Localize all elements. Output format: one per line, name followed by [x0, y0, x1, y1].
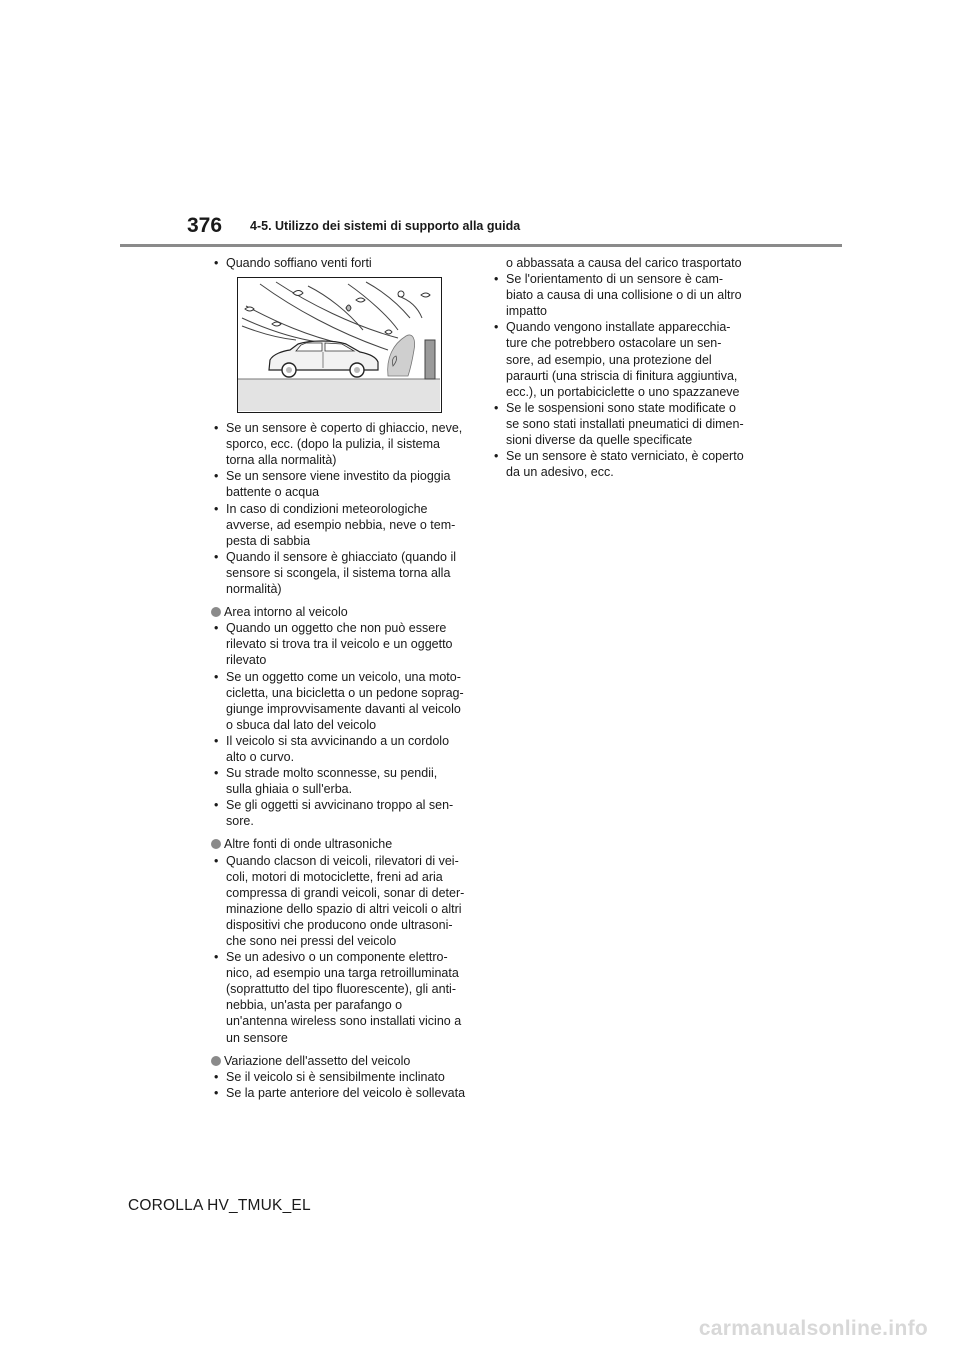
bullet-line: • Se un adesivo o un componente elettro-	[226, 950, 448, 965]
model-code: COROLLA HV_TMUK_EL	[128, 1197, 311, 1214]
bullet-item	[211, 797, 479, 829]
condition-groups	[211, 604, 479, 1101]
leaf-icon	[293, 291, 303, 296]
right-bullet-list	[491, 271, 761, 480]
bullet-line: • Se gli oggetti si avvicinano troppo al sen-	[226, 798, 454, 813]
condition-group	[211, 836, 479, 1045]
bullet-line: nebbia, un'asta per parafango o	[226, 998, 403, 1013]
leaf-icon	[356, 298, 365, 302]
leaf-icon	[421, 293, 430, 297]
car-hub	[354, 367, 360, 373]
page-number: 376	[187, 214, 223, 237]
bullet-line: da un adesivo, ecc.	[506, 465, 614, 480]
leaf-icons	[245, 291, 430, 335]
bullet-line: • Se un sensore è coperto di ghiaccio, neve,	[226, 421, 463, 436]
bullet-line: • Quando vengono installate apparecchia-	[506, 320, 731, 335]
group-heading	[224, 1053, 479, 1069]
bullet-line: avverse, ad esempio nebbia, neve o tem-	[226, 517, 456, 532]
group-heading-text: Area intorno al veicolo	[224, 605, 348, 620]
bullet-line: alto o curvo.	[226, 749, 295, 764]
bullet-item	[491, 448, 761, 480]
wind-lines	[242, 282, 422, 350]
bullet-line: ecc.), un portabiciclette o uno spazzaneve	[506, 384, 740, 399]
wind-line	[398, 296, 422, 318]
bullet-item	[211, 620, 479, 668]
bullet-item	[211, 501, 479, 549]
bullet-line: • Se un sensore viene investito da pioggia	[226, 469, 451, 484]
bullet-line: biato a causa di una collisione o di un altro	[506, 288, 742, 303]
bullet-line: torna alla normalità)	[226, 453, 337, 468]
bullet-line: • Se il veicolo si è sensibilmente inclinato	[226, 1069, 445, 1084]
bullet-line: nico, ad esempio una targa retroilluminata	[226, 966, 459, 981]
bullet-item	[211, 765, 479, 797]
wall-obstacle	[425, 340, 435, 379]
bullet-line: • Quando il sensore è ghiacciato (quando il	[226, 549, 457, 564]
bullet-item	[491, 319, 761, 399]
bullet-line: • Quando clacson di veicoli, rilevatori di vei-	[226, 853, 459, 868]
bullet-line: ture che potrebbero ostacolare un sen-	[506, 336, 722, 351]
bullet-line: minazione dello spazio di altri veicoli o altri	[226, 901, 462, 916]
bullet-line: • Se l'orientamento di un sensore è cam-	[506, 272, 724, 287]
bullet-line: cicletta, una bicicletta o un pedone soprag-	[226, 685, 464, 700]
header-rule	[120, 244, 842, 247]
bullet-line: sporco, ecc. (dopo la pulizia, il sistema	[226, 437, 440, 452]
bullet-line: • Quando un oggetto che non può essere	[226, 621, 447, 636]
bullet-line: • Se le sospensioni sono state modificate o	[506, 400, 736, 415]
strong-wind-illustration	[237, 277, 442, 413]
leaf-icon	[245, 307, 254, 311]
bullet-line: • Il veicolo si sta avvicinando a un cordolo	[226, 733, 450, 748]
group-heading	[224, 836, 479, 852]
dust-plume	[388, 335, 415, 376]
bullet-line: o sbuca dal lato del veicolo	[226, 717, 377, 732]
bullet-line: battente o acqua	[226, 485, 320, 500]
group-heading	[224, 604, 479, 620]
bullet-line: • Se la parte anteriore del veicolo è sollevata	[226, 1085, 466, 1100]
group-heading-text: Variazione dell'assetto del veicolo	[224, 1053, 411, 1068]
bullet-line: coli, motori di motociclette, freni ad aria	[226, 869, 443, 884]
bullet-line: un'antenna wireless sono installati vicino a	[226, 1014, 462, 1029]
bullet-item	[211, 1085, 479, 1101]
car-icon	[269, 341, 378, 377]
bullet-item	[211, 669, 479, 733]
bullet-line: • Su strade molto sconnesse, su pendii,	[226, 766, 438, 781]
wind-line	[242, 326, 296, 340]
bullet-item	[211, 949, 479, 1046]
bullet-item	[211, 468, 479, 500]
bullet-line: rilevato	[226, 653, 267, 668]
bullet-line: paraurti (una striscia di finitura aggiuntiva,	[506, 368, 738, 383]
bullet-line: pesta di sabbia	[226, 533, 311, 548]
condition-group	[211, 604, 479, 829]
bullet-line: sensore si scongela, il sistema torna alla	[226, 565, 451, 580]
circle-bullet-icon	[211, 1056, 221, 1066]
bullet-item	[491, 271, 761, 319]
right-column	[491, 255, 761, 480]
bullet-line: impatto	[506, 304, 547, 319]
bullet-item	[211, 733, 479, 765]
wind-line	[348, 284, 398, 330]
continuation-text: o abbassata a causa del carico trasportato	[506, 256, 742, 270]
bullet-item	[211, 420, 479, 468]
bullet-line: compressa di grandi veicoli, sonar di deter-	[226, 885, 465, 900]
bullet-line: sore.	[226, 814, 254, 829]
wind-line	[260, 284, 388, 350]
section-title: 4-5. Utilizzo dei sistemi di supporto alla guida	[250, 219, 521, 233]
bullet-line: (soprattutto del tipo fluorescente), gli anti-	[226, 982, 456, 997]
bullet-line: sioni diverse da quelle specificate	[506, 433, 693, 448]
car-hub	[286, 367, 292, 373]
condition-group	[211, 1053, 479, 1101]
circle-bullet-icon	[211, 839, 221, 849]
group-heading-text: Altre fonti di onde ultrasoniche	[224, 837, 393, 852]
bullet-item	[491, 400, 761, 448]
wind-line	[366, 282, 410, 318]
ground-area	[238, 379, 440, 411]
leaf-icon	[398, 291, 404, 297]
bullet-line: sore, ad esempio, una protezione del	[506, 352, 712, 367]
bullet-line: rilevato si trova tra il veicolo e un oggetto	[226, 637, 453, 652]
bullet-item	[211, 549, 479, 597]
bullet-item	[211, 1069, 479, 1085]
leaf-icon	[385, 330, 392, 334]
bullet-line: se sono stati installati pneumatici di dimen-	[506, 416, 744, 431]
leaf-icon	[272, 322, 281, 326]
weather-bullet-list	[211, 420, 479, 597]
bullet-line: • In caso di condizioni meteorologiche	[226, 501, 428, 516]
bullet-line: un sensore	[226, 1030, 288, 1045]
bullet-text: Quando soffiano venti forti	[226, 256, 372, 270]
left-column	[211, 255, 479, 1101]
bullet-line: che sono nei pressi del veicolo	[226, 934, 397, 948]
bullet-line: giunge improvvisamente davanti al veicolo	[226, 701, 461, 716]
bullet-line: • Se un oggetto come un veicolo, una moto-	[226, 669, 461, 684]
bullet-strong-wind	[211, 255, 479, 271]
circle-bullet-icon	[211, 607, 221, 617]
illustration-svg	[238, 278, 440, 411]
bullet-line: sulla ghiaia o sull'erba.	[226, 782, 353, 797]
watermark-logo: carmanualsonline.info	[698, 1317, 928, 1340]
bullet-item	[211, 853, 479, 950]
leaf-icon	[346, 305, 351, 311]
bullet-line: • Se un sensore è stato verniciato, è coperto	[506, 449, 744, 464]
bullet-line: normalità)	[226, 582, 282, 597]
bullet-line: dispositivi che producono onde ultrasoni-	[226, 917, 453, 932]
